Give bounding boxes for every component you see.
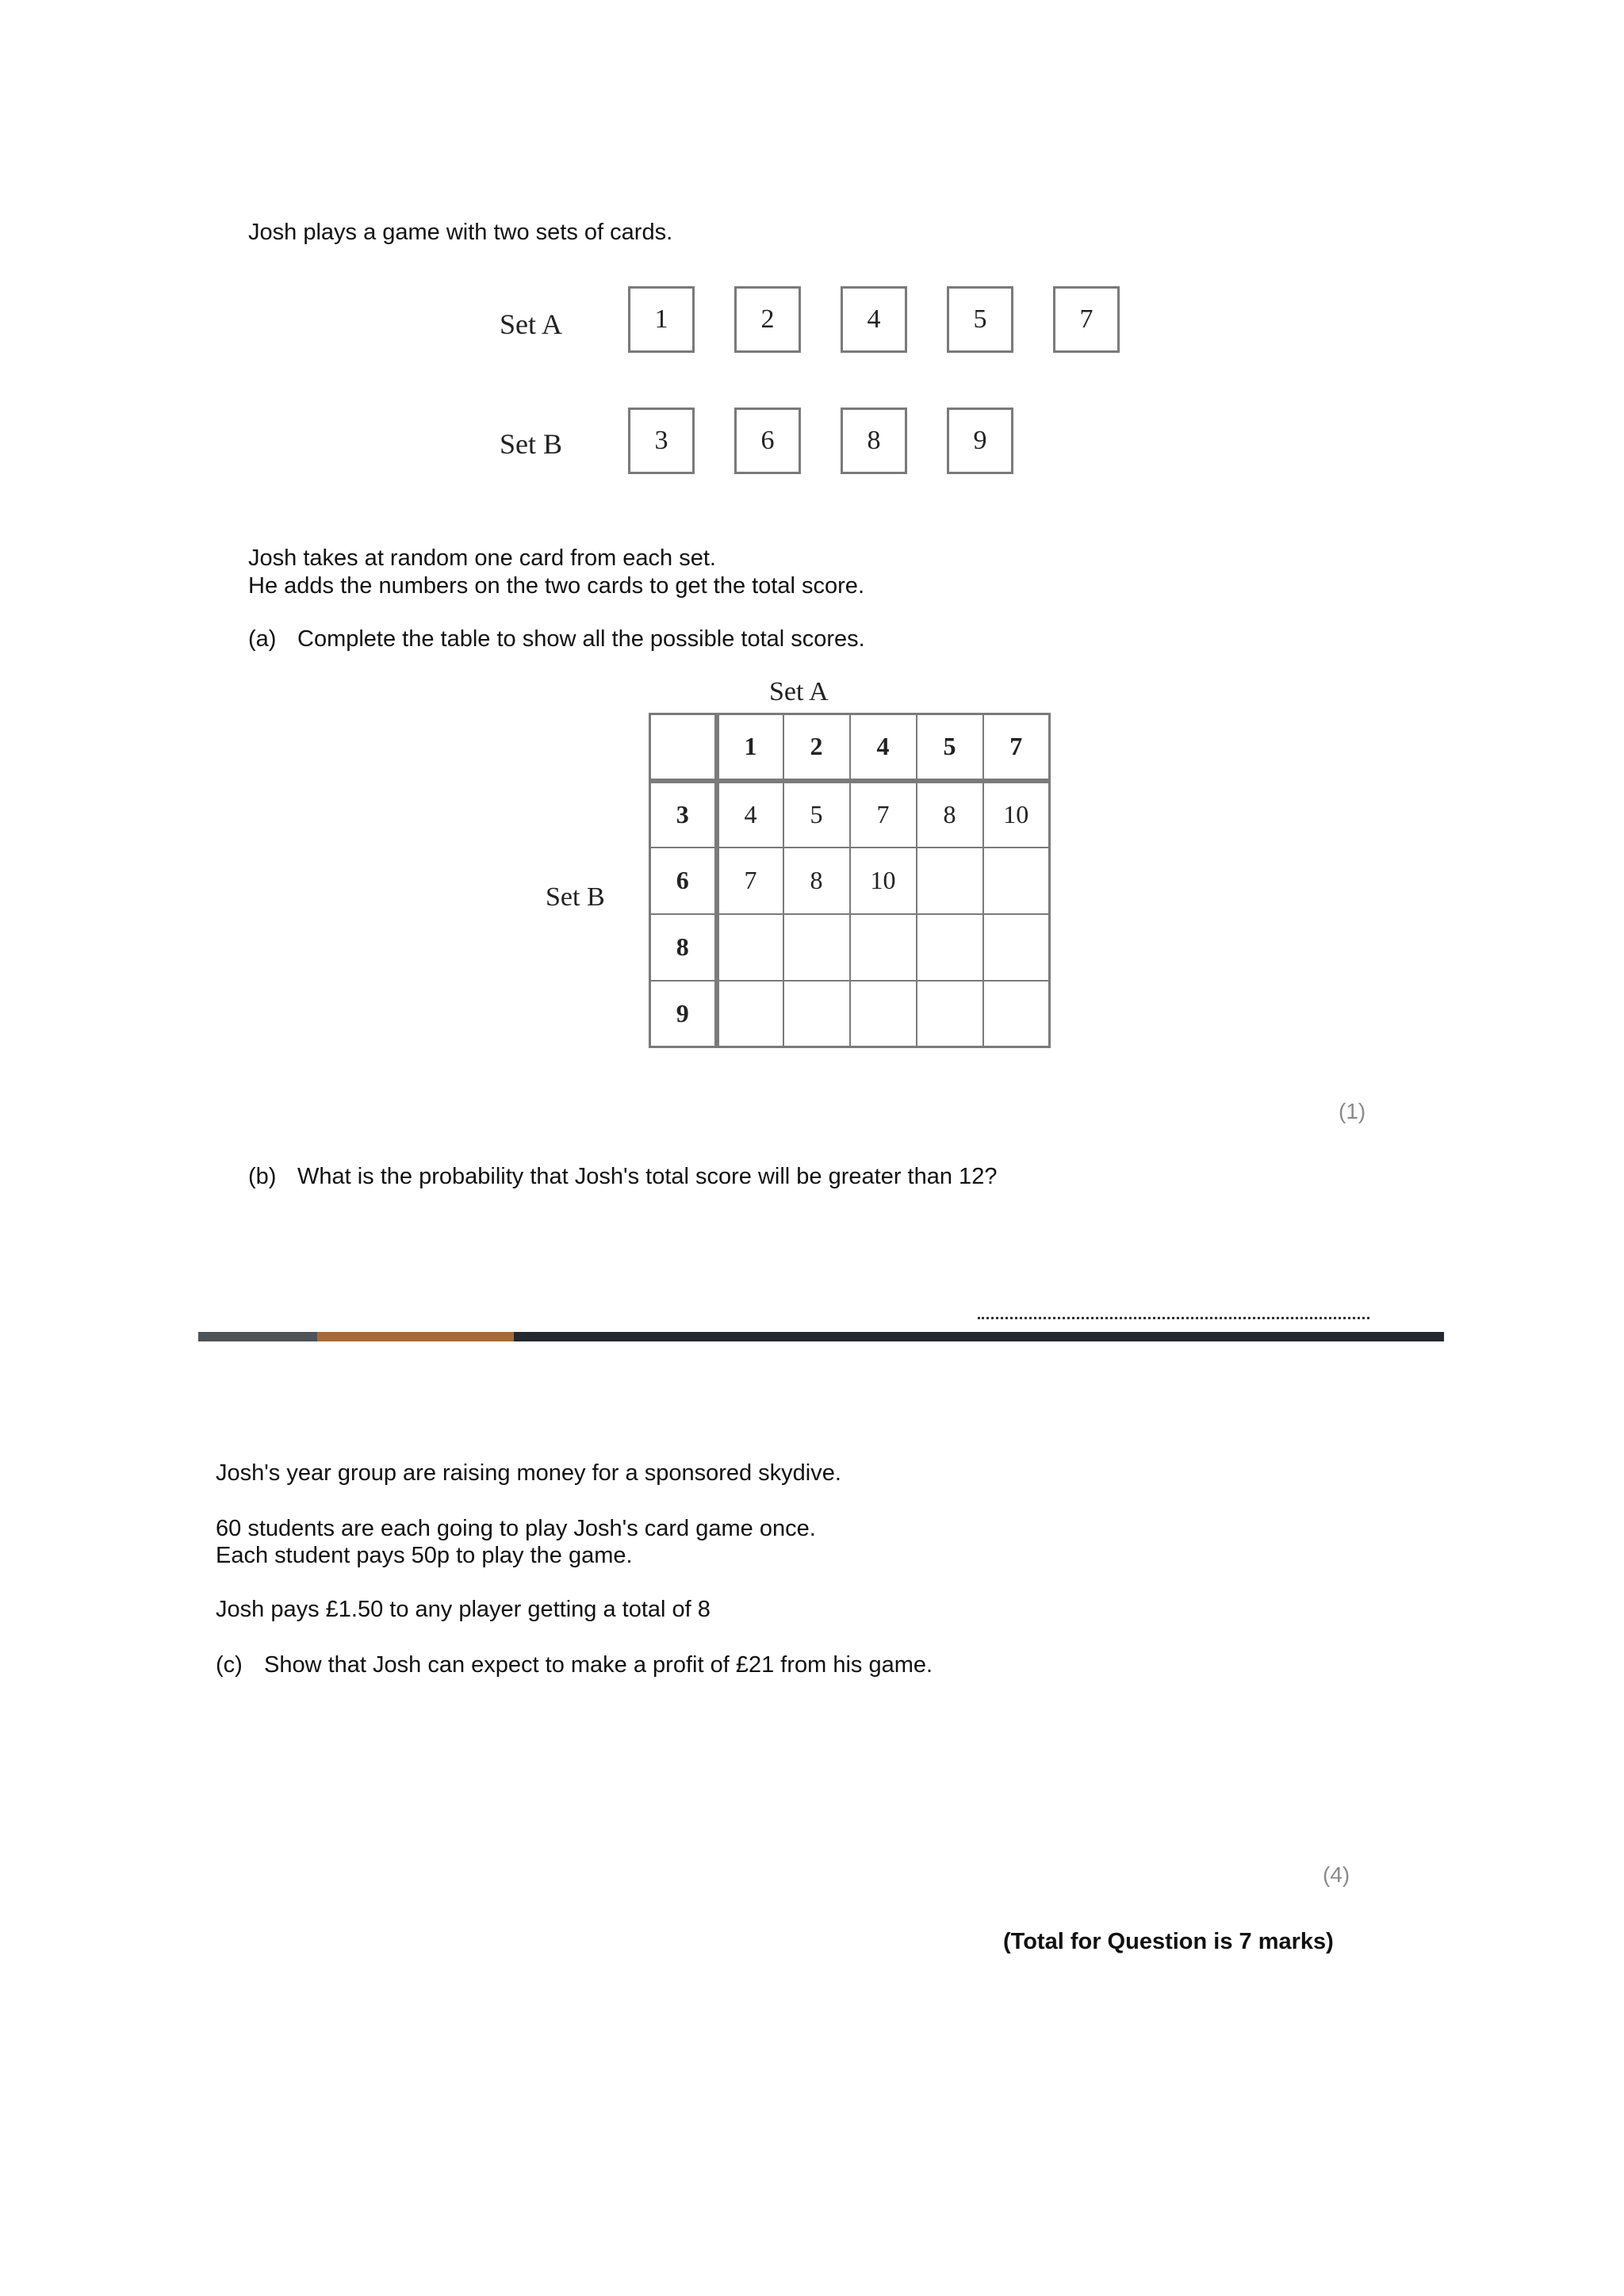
set-a-label: Set A [500,308,563,340]
table-cell: 7 [717,848,783,914]
table-corner-cell [650,714,717,781]
set-a-card: 7 [1053,286,1120,353]
table-cell[interactable] [983,914,1050,981]
table-cell[interactable] [783,981,850,1047]
table-row [650,914,1050,981]
instruction-line: He adds the numbers on the two cards to get the total score. [248,573,864,599]
table-cell: 10 [850,848,917,914]
table-row [650,781,1050,848]
table-cell[interactable] [783,914,850,981]
set-a-card: 4 [841,286,907,353]
table-cell: 8 [917,781,983,848]
table-cell[interactable] [917,848,983,914]
set-b-label: Set B [500,428,563,460]
divider-band [198,1332,317,1341]
table-column-title: Set A [769,677,829,706]
column-header: 1 [717,714,783,781]
table-cell: 5 [783,781,850,848]
table-cell: 7 [850,781,917,848]
table-cell: 4 [717,781,783,848]
row-header: 9 [650,981,717,1047]
table-row-title: Set B [546,882,605,912]
context-text: Each student pays 50p to play the game. [216,1543,633,1568]
row-header: 6 [650,848,717,914]
part-c-marks: (4) [1323,1862,1350,1887]
part-c-question: Show that Josh can expect to make a profit of £21 from his game. [264,1652,933,1678]
table-cell[interactable] [983,848,1050,914]
row-header: 3 [650,781,717,848]
table-cell[interactable] [917,981,983,1047]
table-cell: 10 [983,781,1050,848]
column-header: 5 [917,714,983,781]
divider-band [317,1332,514,1341]
part-b-question: What is the probability that Josh's total score will be greater than 12? [297,1164,998,1189]
column-header: 2 [783,714,850,781]
answer-line[interactable] [978,1316,1369,1319]
table-row [650,981,1050,1047]
set-b-card: 9 [947,408,1013,474]
part-a-label: (a) [248,626,277,652]
divider-band [514,1332,1444,1341]
row-header: 8 [650,914,717,981]
context-text: 60 students are each going to play Josh's card game once. [216,1516,816,1541]
table-cell[interactable] [717,981,783,1047]
score-table [649,713,1051,1048]
set-a-card: 2 [734,286,801,353]
context-text: Josh's year group are raising money for a sponsored skydive. [216,1460,841,1486]
instruction-line: Josh takes at random one card from each set. [248,545,716,571]
table-cell[interactable] [850,914,917,981]
part-c-label: (c) [216,1652,243,1678]
column-header: 7 [983,714,1050,781]
part-a-question: Complete the table to show all the possible total scores. [297,626,865,652]
set-a-card: 5 [947,286,1013,353]
question-total: (Total for Question is 7 marks) [1003,1929,1334,1954]
table-header-row [650,714,1050,781]
table-cell[interactable] [850,981,917,1047]
part-a-marks: (1) [1339,1099,1366,1123]
table-cell[interactable] [717,914,783,981]
set-b-card: 8 [841,408,907,474]
part-b-label: (b) [248,1164,277,1189]
set-b-card: 6 [734,408,801,474]
intro-text: Josh plays a game with two sets of cards. [248,220,673,245]
table-row [650,848,1050,914]
context-text: Josh pays £1.50 to any player getting a total of 8 [216,1597,710,1622]
table-cell: 8 [783,848,850,914]
table-cell[interactable] [983,981,1050,1047]
set-a-card: 1 [628,286,695,353]
set-b-card: 3 [628,408,695,474]
column-header: 4 [850,714,917,781]
table-cell[interactable] [917,914,983,981]
